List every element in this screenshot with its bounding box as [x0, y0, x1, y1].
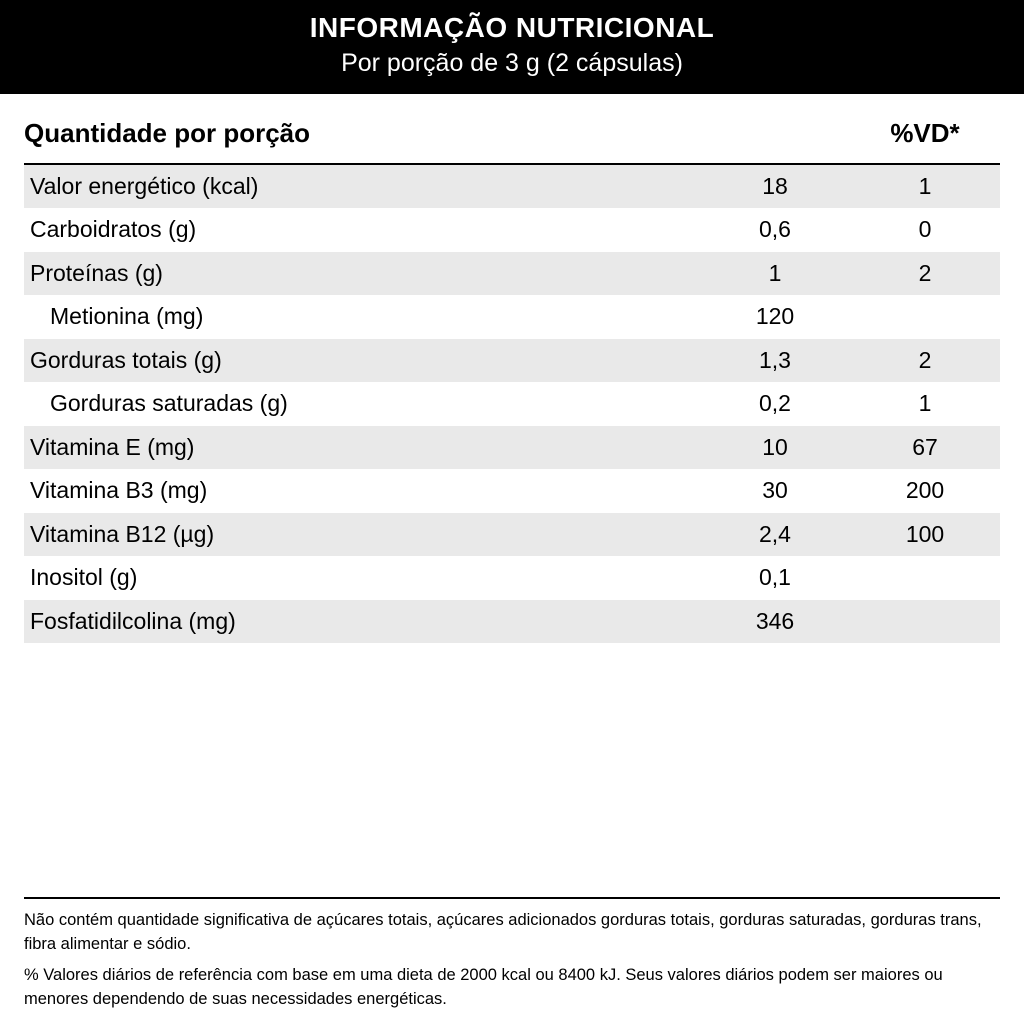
- nutrient-name: Metionina (mg): [50, 303, 204, 330]
- nutrient-name: Proteínas (g): [30, 259, 163, 286]
- nutrient-name: Gorduras saturadas (g): [50, 390, 288, 417]
- table-row: [24, 165, 1000, 209]
- table-row: [24, 469, 1000, 513]
- nutrient-name: Carboidratos (g): [30, 216, 197, 243]
- nutrient-name: Valor energético (kcal): [30, 172, 259, 199]
- nutrient-quantity: 1,3: [759, 346, 791, 373]
- nutrient-vd: 2: [918, 346, 932, 373]
- column-header-vd: %VD*: [890, 117, 960, 148]
- footnote-daily-values: % Valores diários de referência com base em uma dieta de 2000 kcal ou 8400 kJ. Seus valores diários podem ser maiores ou menores dependendo de suas necessidades energéticas.: [24, 966, 943, 1009]
- nutrient-name: Inositol (g): [30, 564, 138, 591]
- table-row: [24, 600, 1000, 644]
- table-row: [24, 426, 1000, 470]
- nutrient-vd: 2: [918, 259, 932, 286]
- footnotes: [0, 897, 1024, 1024]
- nutrient-vd: 100: [905, 520, 945, 547]
- nutrition-header: [0, 0, 1024, 94]
- table-row: [24, 208, 1000, 252]
- table-row: [24, 295, 1000, 339]
- table-row: [24, 382, 1000, 426]
- table-header-row: [24, 94, 1000, 165]
- nutrient-quantity: 346: [755, 607, 795, 634]
- nutrient-quantity: 0,2: [759, 390, 791, 417]
- column-header-amount-per-serving: Quantidade por porção: [24, 117, 311, 148]
- page-title: INFORMAÇÃO NUTRICIONAL: [309, 12, 715, 43]
- blank-area: [0, 643, 1024, 897]
- nutrient-vd: 67: [912, 433, 938, 460]
- nutrient-quantity: 2,4: [759, 520, 791, 547]
- table-row: [24, 556, 1000, 600]
- nutrient-vd: 0: [918, 216, 932, 243]
- nutrient-name: Vitamina B3 (mg): [30, 477, 208, 504]
- nutrient-name: Gorduras totais (g): [30, 346, 222, 373]
- nutrient-vd: 1: [918, 172, 932, 199]
- table-row: [24, 339, 1000, 383]
- nutrient-quantity: 0,1: [759, 564, 791, 591]
- footnote-divider: [24, 897, 1000, 899]
- nutrient-quantity: 10: [762, 433, 788, 460]
- serving-size-text: Por porção de 3 g (2 cápsulas): [341, 49, 683, 77]
- nutrient-name: Vitamina E (mg): [30, 433, 195, 460]
- table-row: [24, 513, 1000, 557]
- table-body: [24, 165, 1000, 644]
- nutrient-quantity: 120: [755, 303, 795, 330]
- nutrient-quantity: 0,6: [759, 216, 791, 243]
- nutrient-quantity: 30: [762, 477, 788, 504]
- nutrient-name: Vitamina B12 (µg): [30, 520, 215, 547]
- nutrient-quantity: 1: [768, 259, 782, 286]
- nutrient-quantity: 18: [762, 172, 788, 199]
- table-row: [24, 252, 1000, 296]
- nutrition-table: [0, 94, 1024, 644]
- footnote-no-significant-amount: Não contém quantidade significativa de açúcares totais, açúcares adicionados gorduras totais, gorduras saturadas, gorduras trans, fibra alimentar e sódio.: [24, 911, 982, 954]
- nutrient-name: Fosfatidilcolina (mg): [30, 607, 236, 634]
- nutrient-vd: 200: [905, 477, 945, 504]
- nutrient-vd: 1: [918, 390, 932, 417]
